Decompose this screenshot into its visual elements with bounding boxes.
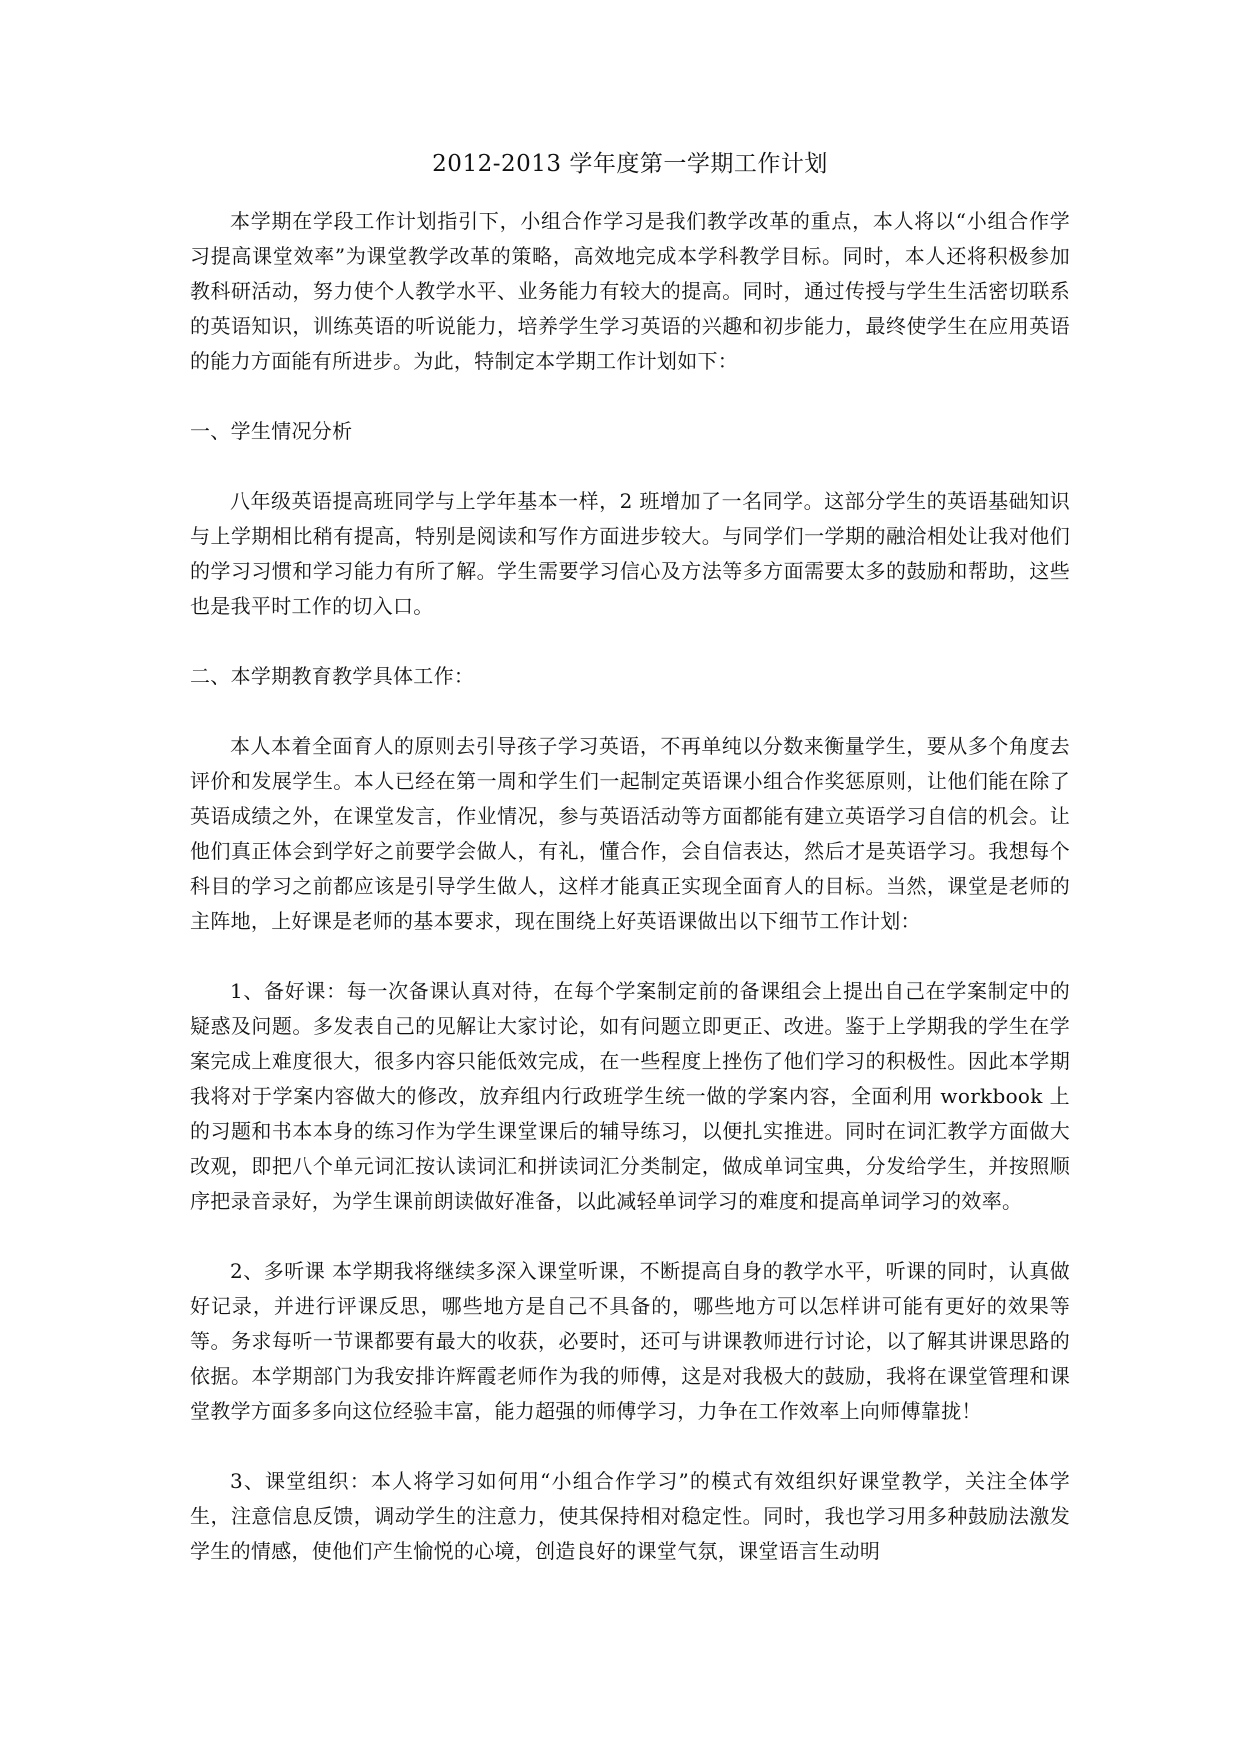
- intro-paragraph: 本学期在学段工作计划指引下，小组合作学习是我们教学改革的重点，本人将以“小组合作学习提高课堂效率”为课堂教学改革的策略，高效地完成本学科教学目标。同时，本人还将积极参加教科研活动，努力使个人教学水平、业务能力有较大的提高。同时，通过传授与学生生活密切联系的英语知识，训练英语的听说能力，培养学生学习英语的兴趣和初步能力，最终使学生在应用英语的能力方面能有所进步。为此，特制定本学期工作计划如下：: [190, 209, 1070, 373]
- section-heading-teaching-work: 二、本学期教育教学具体工作：: [190, 664, 475, 688]
- document-title: 2012-2013 学年度第一学期工作计划: [432, 151, 828, 177]
- teaching-work-paragraph: 本人本着全面育人的原则去引导孩子学习英语，不再单纯以分数来衡量学生，要从多个角度去评价和发展学生。本人已经在第一周和学生们一起制定英语课小组合作奖惩原则，让他们能在除了英语成绩之外，在课堂发言，作业情况，参与英语活动等方面都能有建立英语学习自信的机会。让他们真正体会到学好之前要学会做人，有礼，懂合作，会自信表达，然后才是英语学习。我想每个科目的学习之前都应该是引导学生做人，这样才能真正实现全面育人的目标。当然，课堂是老师的主阵地，上好课是老师的基本要求，现在围绕上好英语课做出以下细节工作计划：: [190, 734, 1070, 933]
- document-page: [190, 148, 1070, 1604]
- item-prepare-lessons: 1、备好课：每一次备课认真对待，在每个学案制定前的备课组会上提出自己在学案制定中的疑惑及问题。多发表自己的见解让大家讨论，如有问题立即更正、改进。鉴于上学期我的学生在学案完成上难度很大，很多内容只能低效完成，在一些程度上挫伤了他们学习的积极性。因此本学期我将对于学案内容做大的修改，放弃组内行政班学生统一做的学案内容，全面利用 workbook 上的习题和书本本身的练习作为学生课堂课后的辅导练习，以便扎实推进。同时在词汇教学方面做大改观，即把八个单元词汇按认读词汇和拼读词汇分类制定，做成单词宝典，分发给学生，并按照顺序把录音录好，为学生课前朗读做好准备，以此减轻单词学习的难度和提高单词学习的效率。: [190, 979, 1070, 1213]
- student-analysis-paragraph: 八年级英语提高班同学与上学年基本一样，2 班增加了一名同学。这部分学生的英语基础知识与上学期相比稍有提高，特别是阅读和写作方面进步较大。与同学们一学期的融洽相处让我对他们的学习习惯和学习能力有所了解。学生需要学习信心及方法等多方面需要太多的鼓励和帮助，这些也是我平时工作的切入口。: [190, 489, 1070, 618]
- section-heading-student-analysis: 一、学生情况分析: [190, 419, 353, 443]
- item-attend-lessons: 2、多听课 本学期我将继续多深入课堂听课，不断提高自身的教学水平，听课的同时，认真做好记录，并进行评课反思，哪些地方是自己不具备的，哪些地方可以怎样讲可能有更好的效果等等。务求每听一节课都要有最大的收获，必要时，还可与讲课教师进行讨论，以了解其讲课思路的依据。本学期部门为我安排许辉霞老师作为我的师傅，这是对我极大的鼓励，我将在课堂管理和课堂教学方面多多向这位经验丰富，能力超强的师傅学习，力争在工作效率上向师傅靠拢！: [190, 1259, 1070, 1423]
- item-classroom-organization: 3、课堂组织：本人将学习如何用“小组合作学习”的模式有效组织好课堂教学，关注全体学生，注意信息反馈，调动学生的注意力，使其保持相对稳定性。同时，我也学习用多种鼓励法激发学生的情感，使他们产生愉悦的心境，创造良好的课堂气氛，课堂语言生动明: [190, 1469, 1070, 1563]
